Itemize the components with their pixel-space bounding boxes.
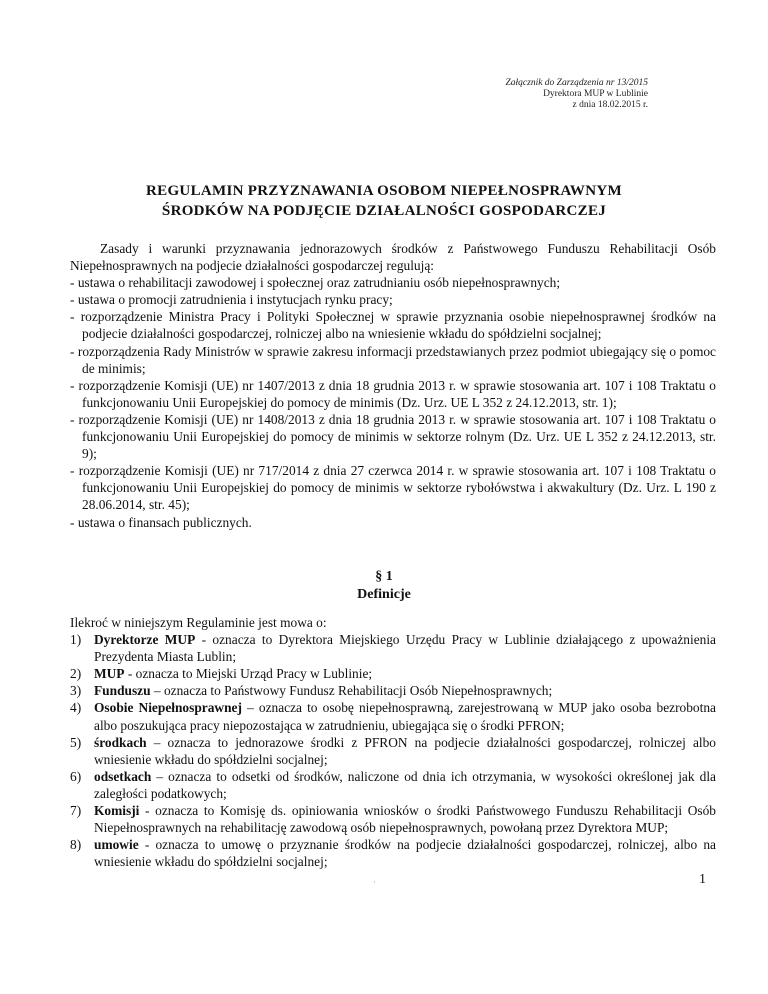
definition-text: - oznacza to umowę o przyznanie środków na podjecie działalności gospodarczej, rolniczej, albo na wniesienie wkładu do spółdzielni socjalnej; bbox=[94, 837, 716, 870]
definition-text: - oznacza to Komisję ds. opiniowania wniosków o środki Państwowego Funduszu Rehabilitacji Osób Niepełnosprawnych na rehabilitację zawodową osób niepełnosprawnych, powołaną przez Dyrektora MUP; bbox=[94, 803, 716, 836]
definition-body bbox=[94, 682, 716, 699]
definition-number: 1) bbox=[70, 632, 82, 648]
definition-term: środkach bbox=[94, 734, 147, 750]
definition-term: MUP bbox=[94, 666, 125, 682]
definition-number: 5) bbox=[70, 734, 82, 750]
section-heading: Definicje bbox=[357, 587, 411, 602]
definition-item bbox=[70, 802, 716, 836]
definition-term: umowie bbox=[94, 837, 139, 853]
definition-number: 6) bbox=[70, 768, 82, 784]
definition-number: 7) bbox=[70, 803, 82, 819]
definition-body bbox=[94, 802, 716, 836]
page-number: 1 bbox=[699, 872, 706, 887]
definition-body bbox=[94, 836, 716, 870]
definition-body bbox=[94, 768, 716, 802]
definition-item bbox=[70, 734, 716, 768]
legal-basis-item: - ustawa o rehabilitacji zawodowej i społecznej oraz zatrudnianiu osób niepełnosprawnych; bbox=[70, 274, 716, 291]
definition-text: – oznacza to Państwowy Fundusz Rehabilitacji Osób Niepełnosprawnych; bbox=[150, 683, 553, 699]
legal-basis-item: - ustawa o promocji zatrudnienia i instytucjach rynku pracy; bbox=[70, 291, 716, 308]
definition-item bbox=[70, 836, 716, 870]
legal-basis-item: - rozporządzenie Komisji (UE) nr 1407/2013 z dnia 18 grudnia 2013 r. w sprawie stosowania art. 107 i 108 Traktatu o funkcjonowaniu Unii Europejskiej do pomocy de minimis (Dz. Urz. UE L 352 z 24.12.2013, str. 1); bbox=[70, 377, 716, 411]
legal-basis-item: - rozporządzenie Ministra Pracy i Polityki Społecznej w sprawie przyznania osobie niepełnosprawnej środków na podjecie działalności gospodarczej, rolniczej albo na wniesienie wkładu do spółdzielni socjalnej; bbox=[70, 308, 716, 342]
legal-basis-item: - ustawa o finansach publicznych. bbox=[70, 514, 716, 531]
definition-body bbox=[94, 699, 716, 733]
definition-term: Funduszu bbox=[94, 683, 151, 699]
annex-note bbox=[348, 78, 648, 111]
section-number: § 1 bbox=[375, 569, 393, 584]
definition-term: Komisji bbox=[94, 803, 140, 819]
scan-speck: · bbox=[373, 878, 376, 887]
definition-body bbox=[94, 734, 716, 768]
definition-text: – oznacza to jednorazowe środki z PFRON na podjecie działalności gospodarczej, rolniczej albo wniesienie wkładu do spółdzielni socjalnej; bbox=[94, 734, 716, 767]
definition-item bbox=[70, 682, 716, 699]
legal-basis-item: - rozporządzenie Komisji (UE) nr 1408/2013 z dnia 18 grudnia 2013 r. w sprawie stosowania art. 107 i 108 Traktatu o funkcjonowaniu Unii Europejskiej do pomocy de minimis w sektorze rolnym (Dz. Urz. UE L 352 z 24.12.2013, str. 9); bbox=[70, 411, 716, 462]
definition-number: 3) bbox=[70, 683, 82, 699]
definition-item bbox=[70, 665, 716, 682]
definition-item bbox=[70, 768, 716, 802]
definition-text: – oznacza to osobę niepełnosprawną, zarejestrowaną w MUP jako osoba bezrobotna albo poszukująca pracy niepozostająca w zatrudnieniu, ubiegająca się o środki PFRON; bbox=[94, 700, 716, 733]
definition-body bbox=[94, 665, 716, 682]
definition-text: – oznacza to odsetki od środków, naliczone od dnia ich otrzymania, w wysokości określonej jak dla zaległości podatkowych; bbox=[94, 768, 716, 801]
definitions-section bbox=[70, 614, 716, 870]
definition-term: odsetkach bbox=[94, 768, 152, 784]
annex-line-1: Załącznik do Zarządzenia nr 13/2015 bbox=[505, 78, 648, 88]
definitions-list bbox=[70, 631, 716, 870]
definition-number: 2) bbox=[70, 666, 82, 682]
annex-line-3: z dnia 18.02.2015 r. bbox=[572, 100, 648, 110]
legal-basis-list bbox=[70, 274, 716, 530]
definition-number: 4) bbox=[70, 700, 82, 716]
title-line-2: ŚRODKÓW NA PODJĘCIE DZIAŁALNOŚCI GOSPODARCZEJ bbox=[161, 203, 607, 219]
definitions-lead: Ilekroć w niniejszym Regulaminie jest mowa o: bbox=[70, 615, 327, 630]
definition-term: Dyrektorze MUP bbox=[94, 632, 196, 648]
section-header bbox=[0, 568, 768, 604]
definition-text: - oznacza to Dyrektora Miejskiego Urzędu Pracy w Lublinie działającego z upoważnienia Prezydenta Miasta Lublin; bbox=[94, 632, 717, 665]
definition-body bbox=[94, 631, 716, 665]
definition-item bbox=[70, 631, 716, 665]
definition-number: 8) bbox=[70, 837, 82, 853]
document-title bbox=[60, 181, 708, 221]
definition-text: - oznacza to Miejski Urząd Pracy w Lublinie; bbox=[124, 666, 373, 682]
annex-line-2: Dyrektora MUP w Lublinie bbox=[543, 89, 648, 99]
title-line-1: REGULAMIN PRZYZNAWANIA OSOBOM NIEPEŁNOSPRAWNYM bbox=[146, 183, 622, 199]
definition-term: Osobie Niepełnosprawnej bbox=[94, 700, 242, 716]
legal-basis-item: - rozporządzenia Rady Ministrów w sprawie zakresu informacji przedstawianych przez podmiot ubiegający się o pomoc de minimis; bbox=[70, 343, 716, 377]
intro-paragraph: Zasady i warunki przyznawania jednorazowych środków z Państwowego Funduszu Rehabilitacji Osób Niepełnosprawnych na podjecie działalności gospodarczej regulują: bbox=[70, 241, 716, 274]
definition-item bbox=[70, 699, 716, 733]
intro-section bbox=[70, 240, 716, 531]
legal-basis-item: - rozporządzenie Komisji (UE) nr 717/2014 z dnia 27 czerwca 2014 r. w sprawie stosowania art. 107 i 108 Traktatu o funkcjonowaniu Unii Europejskiej do pomocy de minimis w sektorze rybołówstwa i akwakultury (Dz. Urz. L 190 z 28.06.2014, str. 45); bbox=[70, 462, 716, 513]
